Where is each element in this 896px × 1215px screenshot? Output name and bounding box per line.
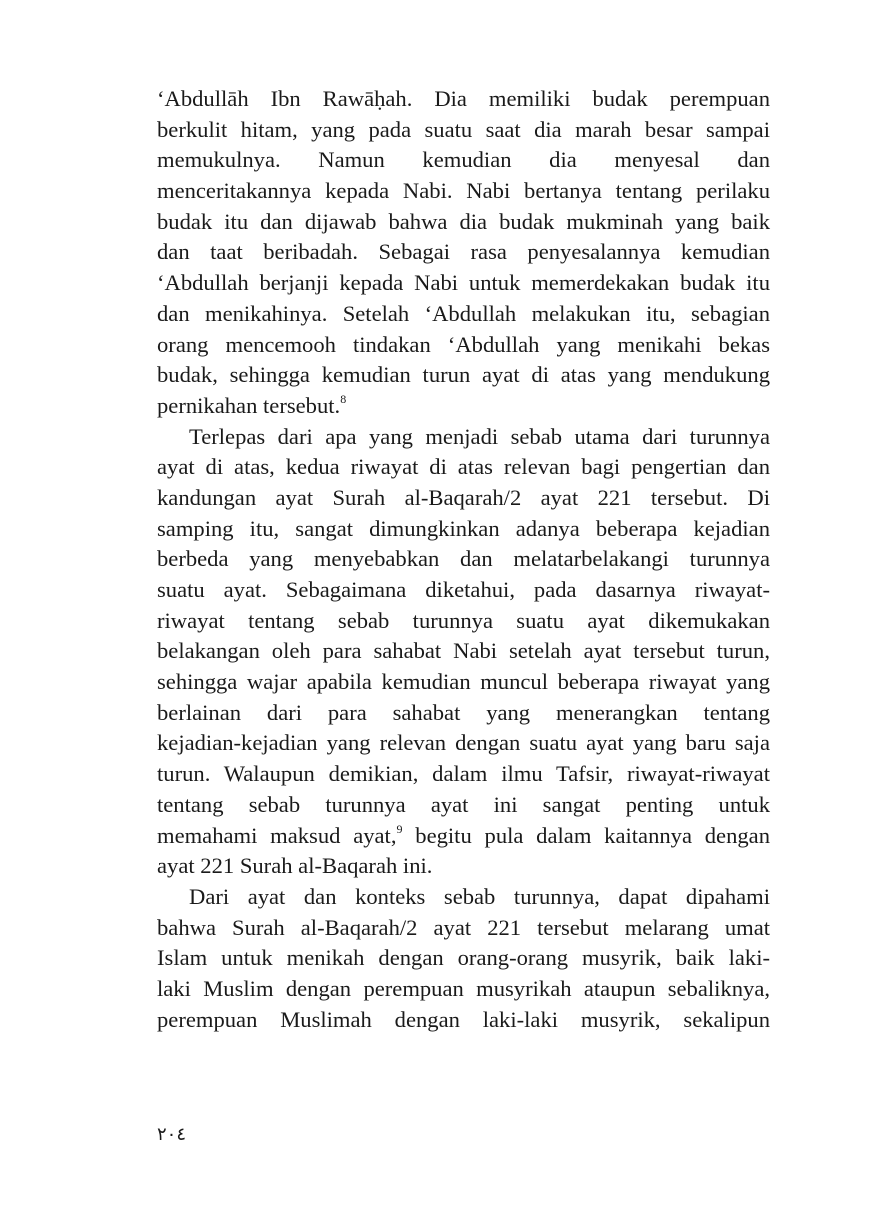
text-line: laki Muslim dengan perempuan musyrikah ataupun sebaliknya, (157, 975, 770, 1001)
text-line: riwayat tentang sebab turunnya suatu ayat dikemukakan (157, 607, 770, 633)
text-line: Dari ayat dan konteks sebab turunnya, dapat dipahami (189, 883, 770, 909)
text-line: turun. Walaupun demikian, dalam ilmu Tafsir, riwayat-riwayat (157, 761, 770, 787)
text-line: dan taat beribadah. Sebagai rasa penyesalannya kemudian (157, 239, 770, 265)
footnote-marker[interactable]: 8 (340, 391, 347, 406)
text-line: Islam untuk menikah dengan orang-orang musyrik, baik laki- (157, 945, 770, 971)
text-line: berlainan dari para sahabat yang menerangkan tentang (157, 699, 770, 725)
text-line: orang mencemooh tindakan ‘Abdullah yang menikahi bekas (157, 331, 770, 357)
text-line: sehingga wajar apabila kemudian muncul beberapa riwayat yang (157, 669, 770, 695)
footnote-marker[interactable]: 9 (396, 821, 403, 836)
text-line: dan menikahinya. Setelah ‘Abdullah melakukan itu, sebagian (157, 300, 770, 326)
paragraph-2 (157, 422, 770, 882)
text-line (157, 391, 770, 422)
text-line (157, 821, 770, 852)
text-line: berkulit hitam, yang pada suatu saat dia marah besar sampai (157, 116, 770, 142)
text-line: ayat 221 Surah al-Baqarah ini. (157, 853, 433, 879)
text-line: belakangan oleh para sahabat Nabi setelah ayat tersebut turun, (157, 638, 770, 664)
text-line: berbeda yang menyebabkan dan melatarbelakangi turunnya (157, 546, 770, 572)
text-fragment: memahami maksud ayat, (157, 822, 397, 848)
text-line: bahwa Surah al-Baqarah/2 ayat 221 tersebut melarang umat (157, 914, 770, 940)
text-line: suatu ayat. Sebagaimana diketahui, pada dasarnya riwayat- (157, 577, 770, 602)
text-line: kandungan ayat Surah al-Baqarah/2 ayat 221 tersebut. Di (157, 484, 770, 510)
text-line: ‘Abdullah berjanji kepada Nabi untuk memerdekakan budak itu (157, 270, 770, 296)
text-fragment: begitu pula dalam kaitannya dengan (402, 822, 771, 848)
text-line: budak, sehingga kemudian turun ayat di atas yang mendukung (157, 362, 770, 388)
text-line: ayat di atas, kedua riwayat di atas relevan bagi pengertian dan (157, 454, 770, 480)
page-number: ٢٠٤ (157, 1124, 187, 1145)
paragraph-3 (157, 882, 770, 1035)
text-line: ‘Abdullāh Ibn Rawāḥah. Dia memiliki budak perempuan (157, 86, 770, 111)
text-line: Terlepas dari apa yang menjadi sebab utama dari turunnya (189, 423, 770, 449)
text-line: tentang sebab turunnya ayat ini sangat penting untuk (157, 791, 770, 817)
page-body (157, 84, 770, 1035)
text-line: memukulnya. Namun kemudian dia menyesal dan (157, 147, 770, 173)
text-line: samping itu, sangat dimungkinkan adanya beberapa kejadian (157, 515, 770, 541)
text-line: perempuan Muslimah dengan laki-laki musyrik, sekalipun (157, 1006, 770, 1032)
text-line: budak itu dan dijawab bahwa dia budak mukminah yang baik (157, 208, 770, 234)
text-fragment: pernikahan tersebut. (157, 392, 341, 418)
paragraph-1 (157, 84, 770, 422)
text-line: kejadian-kejadian yang relevan dengan suatu ayat yang baru saja (157, 730, 770, 756)
text-line: menceritakannya kepada Nabi. Nabi bertanya tentang perilaku (157, 178, 770, 204)
